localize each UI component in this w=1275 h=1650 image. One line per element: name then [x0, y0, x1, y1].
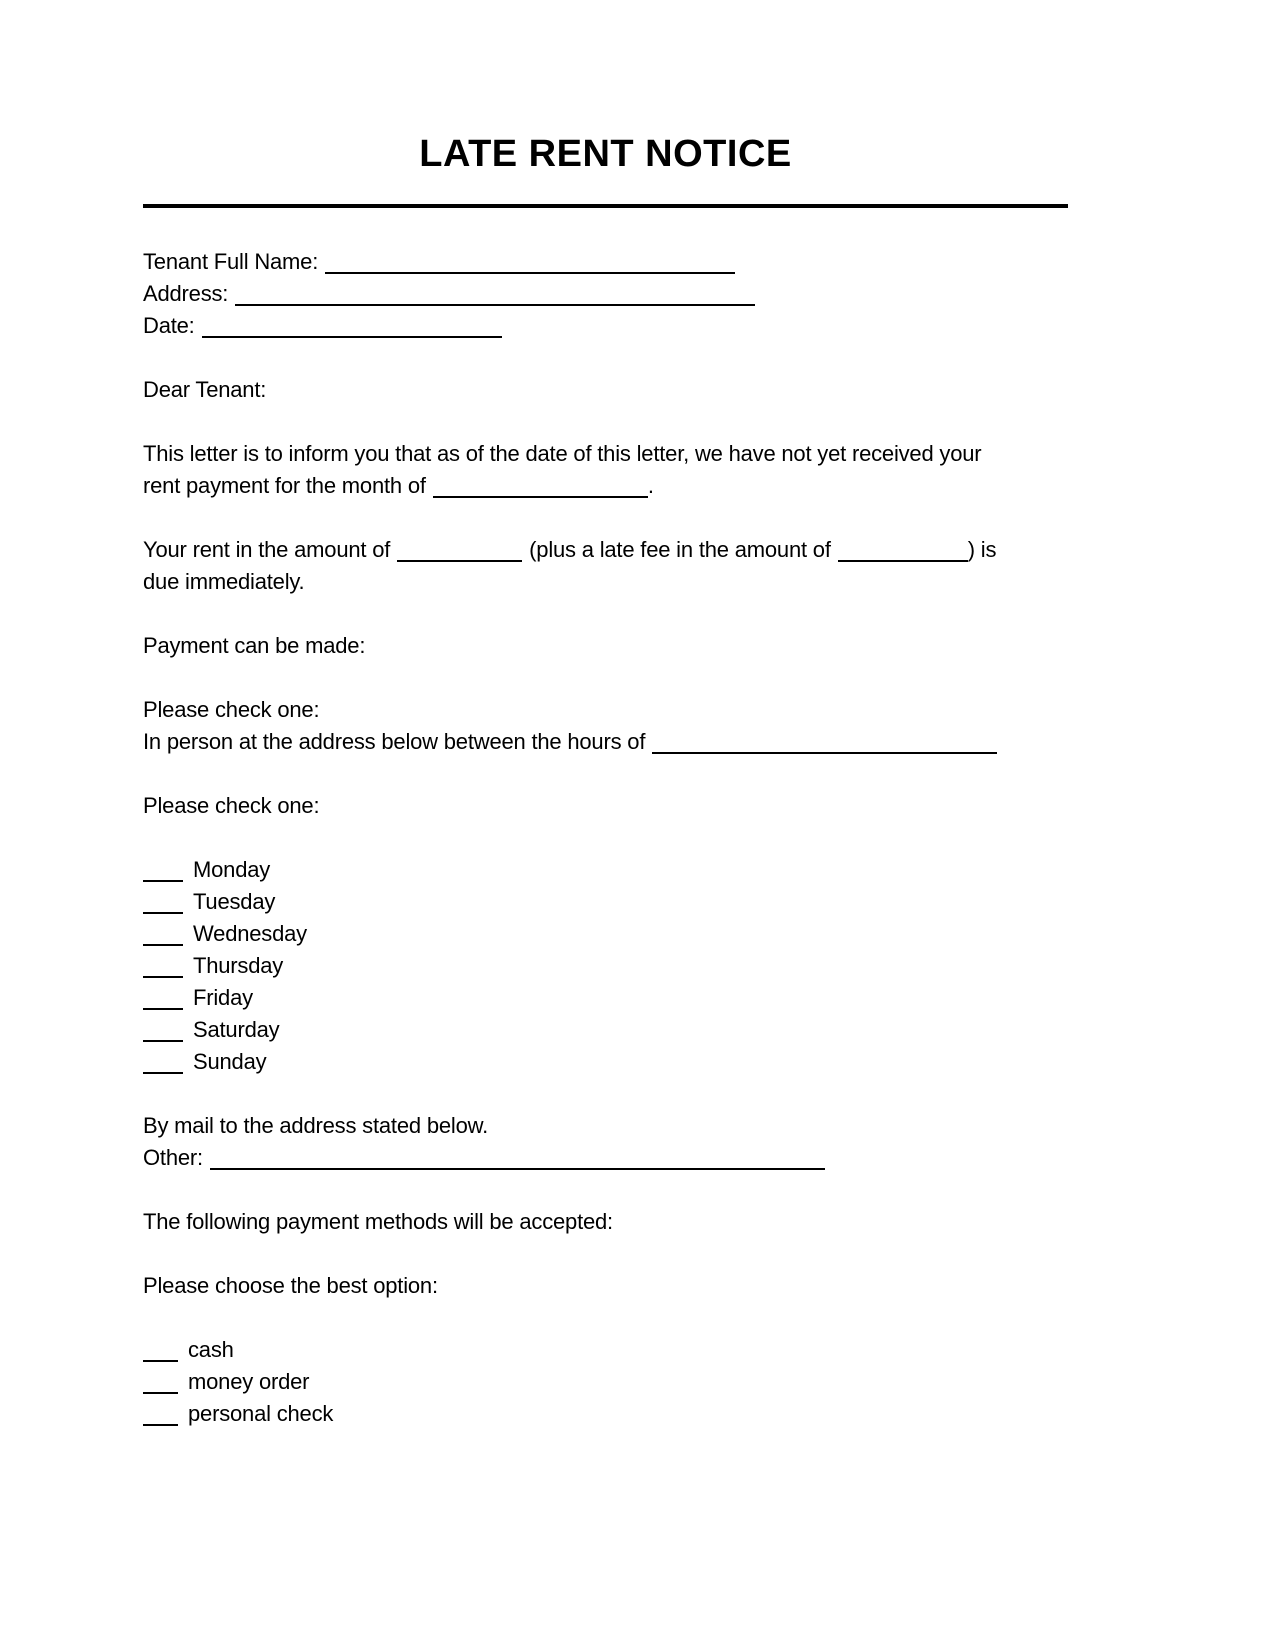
payment-label-personal-check: personal check — [188, 1401, 334, 1426]
day-blank-tuesday[interactable] — [143, 892, 183, 914]
address-label: Address: — [143, 281, 229, 306]
day-blank-sunday[interactable] — [143, 1052, 183, 1074]
rent-amount-text: Your rent in the amount of — [143, 537, 391, 562]
day-option-monday — [143, 854, 1068, 886]
day-label-friday: Friday — [193, 985, 253, 1010]
payment-blank-cash[interactable] — [143, 1340, 178, 1362]
other-label: Other: — [143, 1145, 203, 1170]
intro-paragraph — [143, 438, 1068, 502]
intro-line-2 — [143, 470, 1068, 502]
date-blank[interactable] — [202, 316, 502, 338]
choose-option: Please choose the best option: — [143, 1273, 438, 1298]
document-page — [143, 0, 1068, 1430]
day-blank-friday[interactable] — [143, 988, 183, 1010]
in-person-block — [143, 694, 1068, 758]
day-label-saturday: Saturday — [193, 1017, 280, 1042]
payment-blank-personal-check[interactable] — [143, 1404, 178, 1426]
day-option-sunday — [143, 1046, 1068, 1078]
salutation-block — [143, 374, 1068, 406]
month-blank[interactable] — [433, 476, 648, 498]
day-label-monday: Monday — [193, 857, 271, 882]
intro-line-2-period: . — [647, 473, 654, 498]
by-mail-line: By mail to the address stated below. — [143, 1113, 488, 1138]
day-blank-thursday[interactable] — [143, 956, 183, 978]
late-fee-blank[interactable] — [838, 540, 968, 562]
payment-label-cash: cash — [188, 1337, 234, 1362]
rent-amount-blank[interactable] — [397, 540, 522, 562]
tenant-name-blank[interactable] — [325, 252, 735, 274]
tenant-name-label: Tenant Full Name: — [143, 249, 319, 274]
date-label: Date: — [143, 313, 195, 338]
payment-intro-block — [143, 630, 1068, 662]
please-check-one-first: Please check one: — [143, 697, 320, 722]
rent-due-line-2: due immediately. — [143, 569, 305, 594]
rent-due-line-1 — [143, 534, 1068, 566]
intro-line-1: This letter is to inform you that as of the date of this letter, we have not yet received your — [143, 441, 982, 466]
late-fee-text: (plus a late fee in the amount of — [529, 537, 831, 562]
intro-line-2-text: rent payment for the month of — [143, 473, 426, 498]
in-person-line — [143, 726, 1068, 758]
day-option-thursday — [143, 950, 1068, 982]
methods-intro-block — [143, 1206, 1068, 1238]
day-label-thursday: Thursday — [193, 953, 284, 978]
day-label-wednesday: Wednesday — [193, 921, 307, 946]
title-divider — [143, 204, 1068, 208]
payment-options-list — [143, 1334, 1068, 1430]
day-option-friday — [143, 982, 1068, 1014]
day-options-list — [143, 854, 1068, 1078]
methods-intro: The following payment methods will be accepted: — [143, 1209, 613, 1234]
day-blank-wednesday[interactable] — [143, 924, 183, 946]
page-title: LATE RENT NOTICE — [419, 133, 792, 175]
payment-option-personal-check — [143, 1398, 1068, 1430]
other-blank[interactable] — [210, 1148, 825, 1170]
day-label-tuesday: Tuesday — [193, 889, 276, 914]
in-person-text: In person at the address below between the hours of — [143, 729, 646, 754]
choose-option-block — [143, 1270, 1068, 1302]
address-line — [143, 278, 1068, 310]
day-option-wednesday — [143, 918, 1068, 950]
rent-due-close-paren: ) is — [967, 537, 997, 562]
tenant-name-line — [143, 246, 1068, 278]
hours-blank[interactable] — [652, 732, 997, 754]
day-label-sunday: Sunday — [193, 1049, 267, 1074]
day-option-tuesday — [143, 886, 1068, 918]
mail-other-block — [143, 1110, 1068, 1174]
header-fields — [143, 246, 1068, 342]
payment-option-cash — [143, 1334, 1068, 1366]
rent-due-paragraph — [143, 534, 1068, 598]
salutation: Dear Tenant: — [143, 377, 267, 402]
payment-option-money-order — [143, 1366, 1068, 1398]
payment-intro: Payment can be made: — [143, 633, 366, 658]
check-one-second-block — [143, 790, 1068, 822]
address-blank[interactable] — [235, 284, 755, 306]
payment-label-money-order: money order — [188, 1369, 310, 1394]
day-option-saturday — [143, 1014, 1068, 1046]
payment-blank-money-order[interactable] — [143, 1372, 178, 1394]
date-line — [143, 310, 1068, 342]
other-line — [143, 1142, 1068, 1174]
day-blank-monday[interactable] — [143, 860, 183, 882]
please-check-one-second: Please check one: — [143, 793, 320, 818]
day-blank-saturday[interactable] — [143, 1020, 183, 1042]
